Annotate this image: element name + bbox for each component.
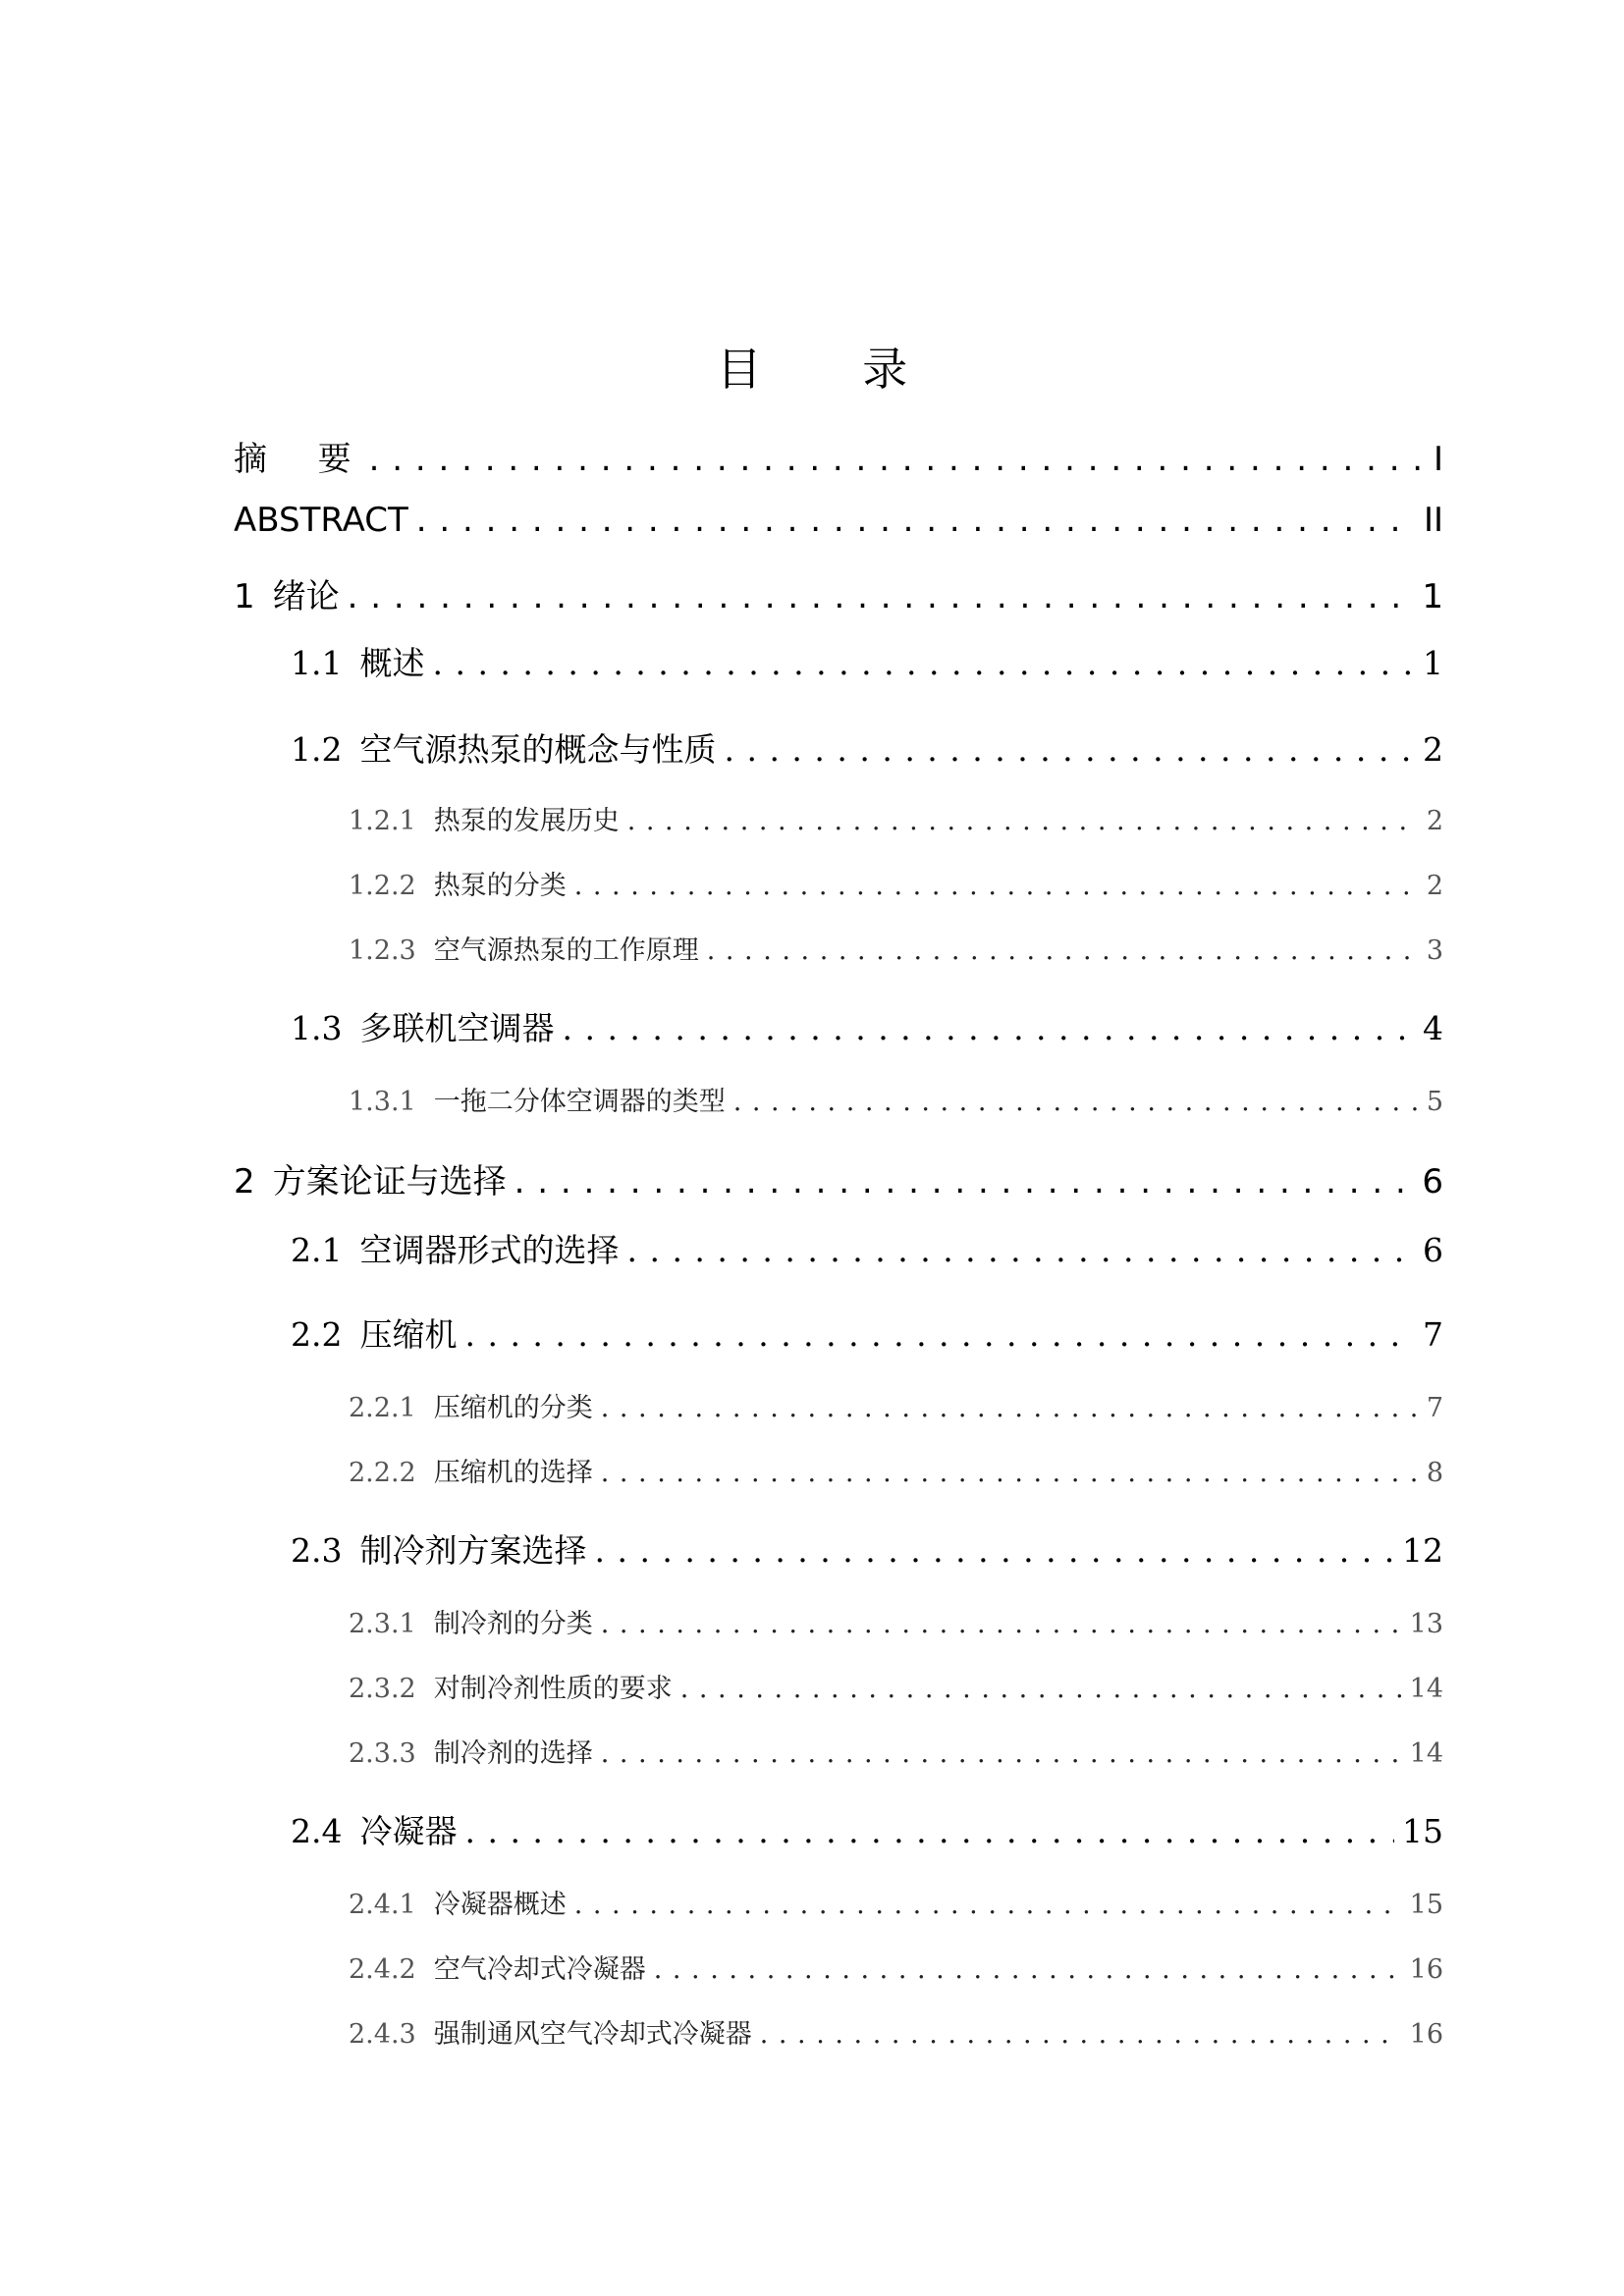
toc-entry-label: 空气冷却式冷凝器 [433,1954,646,1985]
toc-entry-label: 压缩机的分类 [433,1393,593,1423]
toc-dot-leader [464,1812,1394,1850]
toc-page-number: 2 [1426,806,1443,836]
toc-entry-number: 2.4.1 [349,1890,416,1920]
toc-entry-label: 绪论 [272,577,340,614]
toc-entry[interactable] [291,1525,1443,1571]
toc-entry-number: 2.1 [291,1231,343,1269]
toc-page-number: 12 [1402,1531,1443,1570]
toc-page-number: 15 [1402,1812,1443,1850]
toc-entry[interactable] [234,569,1443,614]
toc-entry-number: 1.1 [291,644,343,682]
toc-entry[interactable] [234,501,1443,546]
toc-page-number: 2 [1426,871,1443,901]
toc-page-number: 8 [1426,1458,1443,1488]
toc-dot-leader [601,1609,1402,1639]
toc-entry-number: 1.2.3 [349,935,416,966]
toc-entry-number: 1.3 [291,1009,343,1047]
toc-page-number: 1 [1423,644,1443,682]
toc-page-number: 14 [1409,1674,1443,1704]
toc-entry-label: 冷凝器 [359,1812,458,1850]
toc-dot-leader [369,440,1426,477]
toc-dot-leader [562,1009,1415,1047]
toc-page-number: 13 [1409,1609,1443,1639]
toc-dot-leader [654,1954,1402,1985]
toc-dot-leader [724,730,1415,769]
toc-entry-label: 制冷剂的选择 [433,1738,593,1769]
toc-entry-number: 2.2.2 [349,1458,416,1488]
toc-entry[interactable] [349,1948,1443,1985]
toc-dot-leader [432,644,1415,682]
toc-dot-leader [416,501,1416,540]
toc-entry-label: 空气源热泵的工作原理 [433,935,699,966]
toc-entry[interactable] [349,1386,1443,1423]
toc-entry[interactable] [349,1732,1443,1769]
toc-dot-leader [733,1087,1419,1117]
toc-entry-label: 多联机空调器 [359,1009,555,1047]
page-title: 目 录 [716,343,951,396]
toc-entry[interactable] [234,1154,1443,1200]
toc-entry-label: 制冷剂方案选择 [359,1531,587,1570]
toc-entry-number: 1.2.1 [349,806,416,836]
toc-entry-number: 2 [234,1162,255,1200]
toc-entry-label: 制冷剂的分类 [433,1609,593,1639]
toc-page-number: 14 [1409,1738,1443,1769]
toc-entry-number: 2.4.3 [349,2019,416,2050]
toc-entry-number: 2.3 [291,1531,343,1570]
toc-page-number: 15 [1409,1890,1443,1920]
toc-entry-label: ABSTRACT [234,501,408,540]
toc-page-number: 16 [1409,1954,1443,1985]
toc-entry-number: 2.3.2 [349,1674,416,1704]
toc-dot-leader [760,2019,1402,2050]
toc-dot-leader [626,1231,1415,1269]
toc-entry-label: 压缩机的选择 [433,1458,593,1488]
toc-dot-leader [707,935,1419,966]
toc-page-number: 6 [1422,1162,1443,1200]
toc-dot-leader [574,871,1419,901]
toc-dot-leader [680,1674,1402,1704]
toc-entry-label: 摘 要 [234,440,361,477]
toc-entry[interactable] [349,1883,1443,1920]
toc-dot-leader [601,1738,1402,1769]
toc-entry[interactable] [291,638,1443,683]
toc-dot-leader [594,1531,1394,1570]
toc-page-number: 6 [1423,1231,1443,1269]
toc-entry-number: 2.2 [291,1315,343,1354]
toc-entry-label: 方案论证与选择 [272,1162,507,1200]
toc-page-number: 5 [1426,1087,1443,1117]
toc-entry-label: 概述 [359,644,425,682]
toc-entry-number: 2.3.1 [349,1609,416,1639]
toc-entry[interactable] [291,1806,1443,1851]
toc-entry-label: 冷凝器概述 [433,1890,567,1920]
toc-page-number: 7 [1426,1393,1443,1423]
toc-dot-leader [601,1393,1419,1423]
toc-entry[interactable] [291,1225,1443,1270]
toc-page-number: 4 [1423,1009,1443,1047]
toc-entry-number: 1 [234,577,255,614]
toc-entry[interactable] [291,724,1443,770]
toc-entry-number: 1.3.1 [349,1087,416,1117]
toc-entry-label: 对制冷剂性质的要求 [433,1674,673,1704]
toc-dot-leader [348,577,1415,614]
toc-entry[interactable] [234,432,1443,477]
toc-page-number: 7 [1423,1315,1443,1354]
toc-entry[interactable] [349,799,1443,836]
toc-entry[interactable] [349,929,1443,966]
toc-page-number: 16 [1409,2019,1443,2050]
toc-entry[interactable] [349,2012,1443,2050]
toc-page-number: 3 [1426,935,1443,966]
toc-entry-label: 热泵的分类 [433,871,567,901]
toc-dot-leader [464,1315,1415,1354]
toc-entry[interactable] [349,1602,1443,1639]
toc-page-number: 2 [1423,730,1443,769]
toc-entry[interactable] [349,1080,1443,1117]
toc-dot-leader [514,1162,1415,1200]
toc-entry[interactable] [349,1667,1443,1704]
toc-page-number: 1 [1422,577,1443,614]
toc-entry-number: 1.2 [291,730,343,769]
toc-page-number: I [1433,440,1443,477]
toc-entry-number: 2.3.3 [349,1738,416,1769]
toc-entry[interactable] [349,864,1443,901]
toc-entry-number: 2.2.1 [349,1393,416,1423]
toc-entry-label: 热泵的发展历史 [433,806,620,836]
toc-dot-leader [574,1890,1402,1920]
toc-dot-leader [627,806,1419,836]
toc-entry-number: 2.4 [291,1812,343,1850]
toc-entry-number: 1.2.2 [349,871,416,901]
toc-entry-label: 空调器形式的选择 [359,1231,620,1269]
toc-entry-label: 一拖二分体空调器的类型 [433,1087,726,1117]
toc-entry-label: 空气源热泵的概念与性质 [359,730,717,769]
toc-entry-number: 2.4.2 [349,1954,416,1985]
toc-entry-label: 压缩机 [359,1315,458,1354]
toc-dot-leader [601,1458,1419,1488]
toc-entry[interactable] [291,1003,1443,1048]
toc-entry[interactable] [349,1451,1443,1488]
toc-page-number: II [1423,501,1443,540]
toc-entry[interactable] [291,1309,1443,1355]
toc-entry-label: 强制通风空气冷却式冷凝器 [433,2019,752,2050]
